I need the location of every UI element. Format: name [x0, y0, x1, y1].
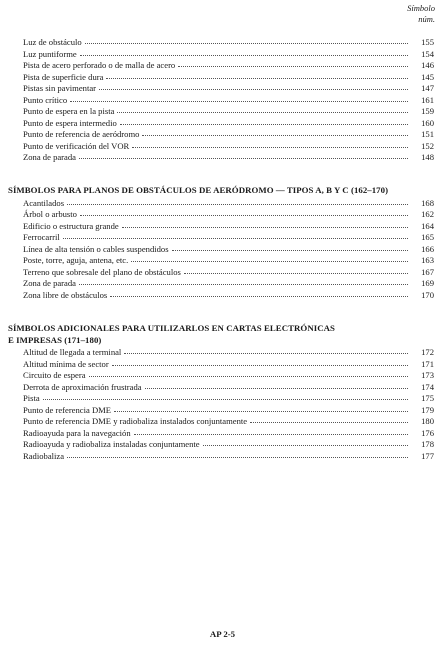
item-label: Pistas sin pavimentar	[23, 83, 97, 94]
leader-dots	[145, 380, 408, 389]
leader-dots	[114, 403, 408, 412]
leader-dots	[70, 93, 408, 102]
symbol-list	[8, 346, 434, 461]
section-title-line2: E IMPRESAS (171–180)	[8, 334, 102, 345]
item-label: Pista de superficie dura	[23, 71, 104, 82]
leader-dots	[142, 127, 408, 136]
item-number: 171	[421, 358, 434, 369]
leader-dots	[67, 196, 408, 205]
item-number: 146	[421, 60, 434, 71]
item-number: 168	[421, 197, 434, 208]
leader-dots	[120, 116, 408, 125]
item-label: Zona de parada	[23, 152, 76, 163]
item-label: Árbol o arbusto	[23, 209, 77, 220]
page-footer: AP 2-5	[209, 629, 236, 639]
leader-dots	[178, 58, 408, 67]
item-number: 173	[421, 370, 434, 381]
leader-dots	[80, 207, 408, 216]
item-label: Radiobaliza	[23, 450, 65, 461]
leader-dots	[63, 230, 408, 239]
section-electronic-chart-symbols	[8, 323, 434, 461]
leader-dots	[203, 437, 408, 446]
item-number: 148	[421, 152, 434, 163]
column-header	[407, 3, 435, 25]
item-number: 179	[421, 404, 434, 415]
column-header-symbol: Símbolo	[407, 3, 435, 13]
leader-dots	[79, 150, 408, 159]
leader-dots	[110, 288, 408, 297]
item-label: Luz puntiforme	[23, 48, 77, 59]
item-label: Línea de alta tensión o cables suspendidos	[23, 243, 169, 254]
item-label: Circuito de espera	[23, 370, 86, 381]
item-label: Terreno que sobresale del plano de obstáculos	[23, 266, 181, 277]
item-label: Poste, torre, aguja, antena, etc.	[23, 255, 129, 266]
leader-dots	[106, 70, 408, 79]
section-obstacle-chart-symbols	[8, 185, 434, 300]
list-item	[8, 151, 434, 163]
column-header-number: núm.	[418, 14, 435, 24]
list-item	[8, 289, 434, 301]
item-number: 178	[421, 439, 434, 450]
item-number: 175	[421, 393, 434, 404]
item-label: Altitud mínima de sector	[23, 358, 109, 369]
section-title-line1: SÍMBOLOS ADICIONALES PARA UTILIZARLOS EN CARTAS ELECTRÓNICAS	[8, 323, 335, 333]
item-number: 169	[421, 278, 434, 289]
leader-dots	[184, 265, 408, 274]
item-label: Punto de referencia de aeródromo	[23, 129, 140, 140]
item-label: Pista	[23, 393, 40, 404]
item-label: Pista de acero perforado o de malla de acero	[23, 60, 176, 71]
item-label: Punto crítico	[23, 94, 68, 105]
item-label: Punto de espera en la pista	[23, 106, 115, 117]
item-label: Punto de referencia DME	[23, 404, 112, 415]
item-label: Derrota de aproximación frustrada	[23, 381, 142, 392]
leader-dots	[85, 35, 408, 44]
leader-dots	[250, 414, 408, 423]
symbol-list	[8, 197, 434, 301]
item-number: 162	[421, 209, 434, 220]
leader-dots	[43, 391, 408, 400]
item-label: Zona libre de obstáculos	[23, 289, 108, 300]
item-label: Punto de verificación del VOR	[23, 140, 130, 151]
item-number: 145	[421, 71, 434, 82]
item-label: Punto de espera intermedio	[23, 117, 117, 128]
item-number: 159	[421, 106, 434, 117]
item-number: 167	[421, 266, 434, 277]
item-label: Ferrocarril	[23, 232, 60, 243]
item-number: 177	[421, 450, 434, 461]
item-number: 174	[421, 381, 434, 392]
leader-dots	[172, 242, 408, 251]
leader-dots	[124, 345, 408, 354]
item-label: Punto de referencia DME y radiobaliza instalados conjuntamente	[23, 416, 248, 427]
item-label: Luz de obstáculo	[23, 37, 82, 47]
leader-dots	[112, 357, 408, 366]
section-title: SÍMBOLOS PARA PLANOS DE OBSTÁCULOS DE AERÓDROMO — TIPOS A, B Y C (162–170)	[8, 185, 389, 195]
item-number: 152	[421, 140, 434, 151]
leader-dots	[79, 276, 408, 285]
item-label: Radioayuda y radiobaliza instaladas conjuntamente	[23, 439, 200, 450]
list-item	[8, 450, 434, 462]
item-number: 165	[421, 232, 434, 243]
item-number: 163	[421, 255, 434, 266]
item-label: Edificio o estructura grande	[23, 220, 119, 231]
item-number: 180	[421, 416, 434, 427]
item-label: Zona de parada	[23, 278, 76, 289]
item-number: 176	[421, 427, 434, 438]
item-number: 151	[421, 129, 434, 140]
symbol-list	[8, 36, 434, 163]
leader-dots	[134, 426, 408, 435]
item-label: Radioayuda para la navegación	[23, 427, 131, 438]
item-number: 155	[421, 37, 434, 47]
leader-dots	[99, 81, 408, 90]
leader-dots	[67, 449, 408, 458]
leader-dots	[117, 104, 408, 113]
item-number: 147	[421, 83, 434, 94]
leader-dots	[131, 253, 408, 262]
item-label: Altitud de llegada a terminal	[23, 347, 122, 357]
item-number: 166	[421, 243, 434, 254]
item-number: 161	[421, 94, 434, 105]
leader-dots	[122, 219, 408, 228]
item-number: 172	[421, 347, 434, 357]
item-number: 170	[421, 289, 434, 300]
item-label: Acantilados	[23, 197, 65, 208]
item-number: 164	[421, 220, 434, 231]
item-number: 154	[421, 48, 434, 59]
section-aerodrome-symbols	[8, 36, 434, 163]
leader-dots	[132, 139, 408, 148]
leader-dots	[80, 47, 408, 56]
item-number: 160	[421, 117, 434, 128]
leader-dots	[89, 368, 408, 377]
